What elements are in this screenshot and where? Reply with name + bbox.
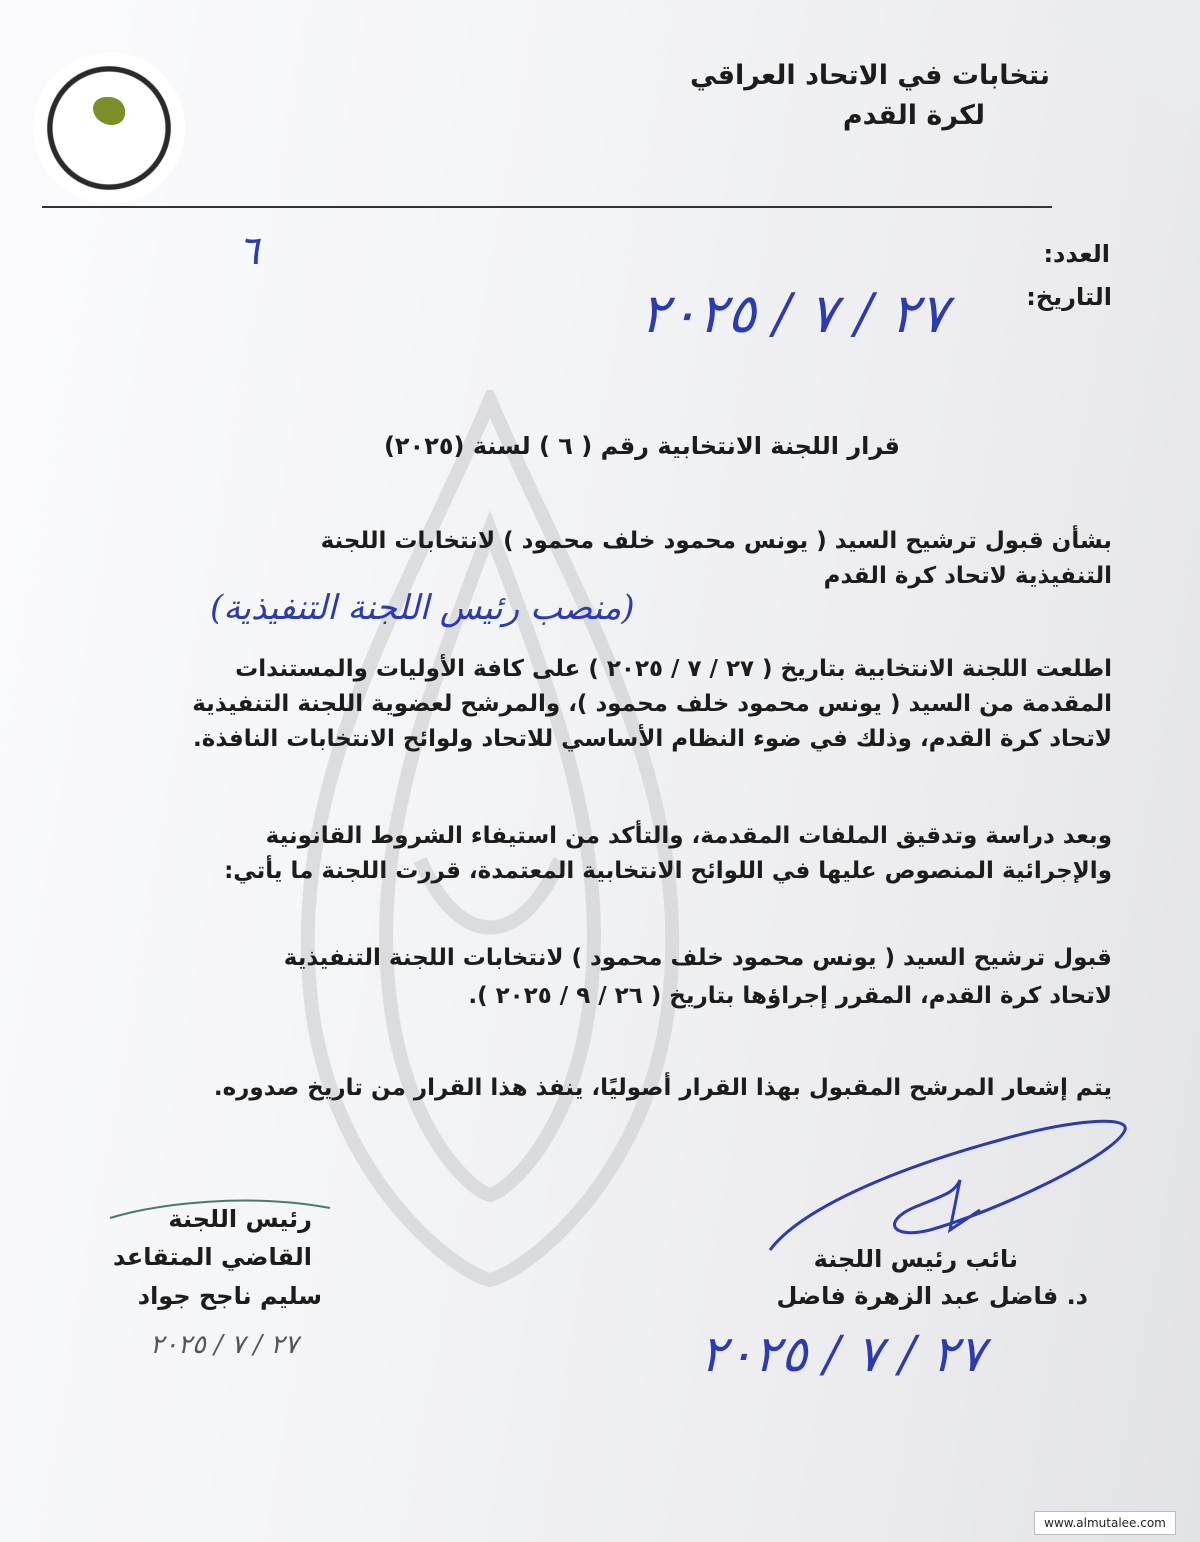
subject-line2: التنفيذية لاتحاد كرة القدم (823, 563, 1112, 589)
para2-line1: وبعد دراسة وتدقيق الملفات المقدمة، والتأكد من استيفاء الشروط القانونية (265, 823, 1112, 849)
number-value: ٦ (238, 228, 260, 274)
para4: يتم إشعار المرشح المقبول بهذا القرار أصوليًا، ينفذ هذا القرار من تاريخ صدوره. (213, 1075, 1112, 1101)
chair-title: رئيس اللجنة (168, 1205, 312, 1233)
decision-title: قرار اللجنة الانتخابية رقم ( ٦ ) لسنة (٢٠٢٥) (383, 432, 900, 460)
subject-line1: بشأن قبول ترشيح السيد ( يونس محمود خلف محمود ) لانتخابات اللجنة (320, 528, 1112, 554)
para1-line3: لاتحاد كرة القدم، وذلك في ضوء النظام الأساسي للاتحاد ولوائح الانتخابات النافذة. (193, 726, 1112, 752)
para3-line1: قبول ترشيح السيد ( يونس محمود خلف محمود ) لانتخابات اللجنة التنفيذية (283, 945, 1112, 971)
chair-role: القاضي المتقاعد (112, 1243, 312, 1271)
deputy-name: د. فاضل عبد الزهرة فاضل (776, 1282, 1088, 1310)
date-label: التاريخ: (1026, 283, 1112, 311)
federation-logo (33, 52, 185, 204)
date-value: ٢٧ / ٧ / ٢٠٢٥ (640, 282, 949, 345)
para3-line2: لاتحاد كرة القدم، المقرر إجراؤها بتاريخ ( ٢٦ / ٩ / ٢٠٢٥ ). (468, 983, 1112, 1009)
letterhead-line1: نتخابات في الاتحاد العراقي (690, 60, 1050, 91)
chair-name: سليم ناجح جواد (137, 1282, 322, 1310)
deputy-date: ٢٧ / ٧ / ٢٠٢٥ (700, 1325, 986, 1383)
para1-line1: اطلعت اللجنة الانتخابية بتاريخ ( ٢٧ / ٧ / ٢٠٢٥ ) على كافة الأوليات والمستندات (235, 656, 1112, 682)
iraq-map-icon (93, 97, 125, 125)
para1-line2: المقدمة من السيد ( يونس محمود خلف محمود )، والمرشح لعضوية اللجنة التنفيذية (192, 691, 1112, 717)
letterhead-line2: لكرة القدم (842, 100, 985, 131)
para2-line2: والإجرائية المنصوص عليها في اللوائح الانتخابية المعتمدة، قررت اللجنة ما يأتي: (224, 858, 1112, 884)
position-handwritten: (منصب رئيس اللجنة التنفيذية) (210, 588, 635, 628)
header-divider (42, 206, 1052, 208)
source-credit[interactable]: www.almutalee.com (1034, 1511, 1176, 1535)
deputy-title: نائب رئيس اللجنة (813, 1245, 1018, 1273)
number-label: العدد: (1043, 240, 1110, 268)
chair-date: ٢٧ / ٧ / ٢٠٢٥ (150, 1330, 299, 1360)
